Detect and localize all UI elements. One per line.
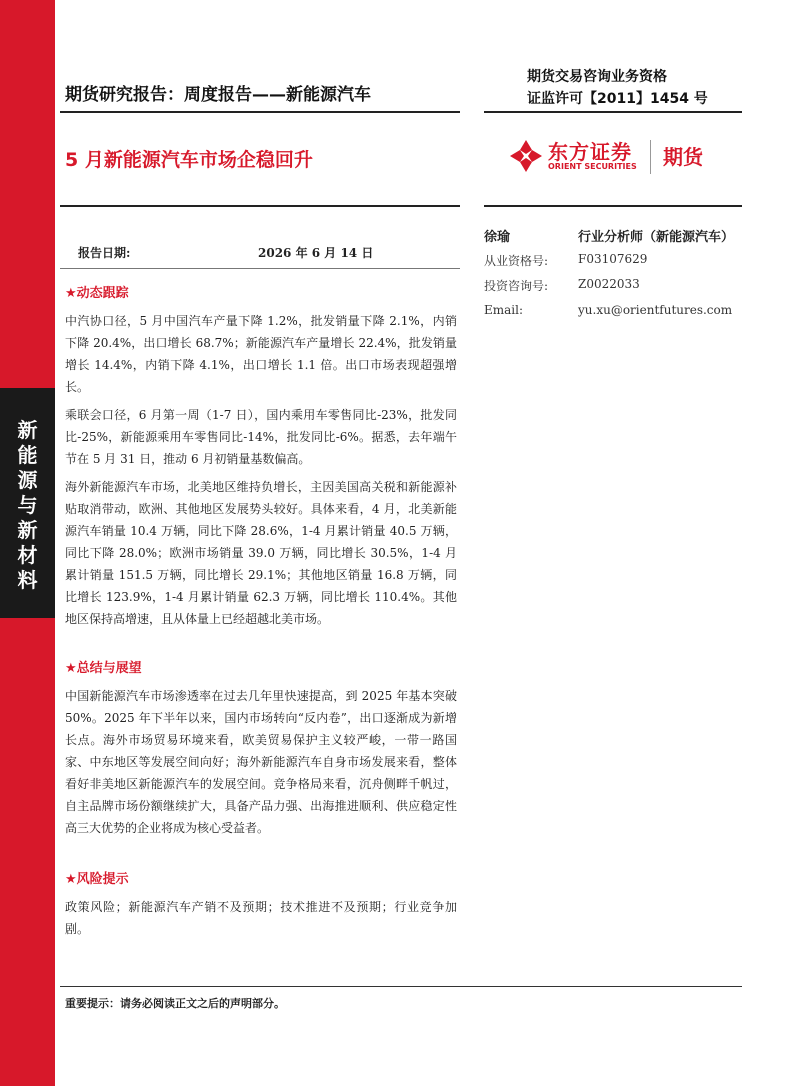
logo-name: 东方证券 bbox=[548, 140, 632, 164]
report-date-label: 报告日期: bbox=[78, 246, 131, 260]
tracking-paragraph-3 bbox=[65, 476, 457, 630]
header-rule-left bbox=[60, 111, 460, 113]
tracking-paragraph-2 bbox=[65, 404, 457, 470]
orient-logo-icon bbox=[508, 138, 544, 174]
side-char: 材 bbox=[17, 543, 38, 567]
footer-rule bbox=[60, 986, 742, 987]
report-type: 期货研究报告：周度报告——新能源汽车 bbox=[65, 85, 371, 105]
side-char: 能 bbox=[17, 443, 38, 467]
logo-separator bbox=[650, 140, 651, 174]
advisory-label: 投资咨询号: bbox=[484, 279, 549, 293]
logo-english: ORIENT SECURITIES bbox=[548, 162, 637, 171]
license-number: 证监许可【2011】1454 号 bbox=[527, 91, 708, 107]
paragraph-text: 乘联会口径，6 月第一周（1-7 日），国内乘用车零售同比-23%，批发同比-25%，新能源乘用车零售同比-14%，批发同比-6%。据悉，去年端午节在 5 月 31 日，推动 6 月初销量基数偏高。 bbox=[65, 408, 457, 466]
section-heading-outlook: ★总结与展望 bbox=[65, 661, 142, 676]
qualification: 期货交易咨询业务资格 bbox=[527, 69, 667, 85]
report-title: 5 月新能源汽车市场企稳回升 bbox=[65, 149, 313, 171]
title-rule-right bbox=[484, 205, 742, 207]
qualification-number: F03107629 bbox=[578, 252, 648, 266]
tracking-paragraph-1 bbox=[65, 310, 457, 398]
qualification-label: 从业资格号: bbox=[484, 254, 549, 268]
paragraph-text: 中国新能源汽车市场渗透率在过去几年里快速提高，到 2025 年基本突破 50%。2025 年下半年以来，国内市场转向“反内卷”，出口逐渐成为新增长点。海外市场贸易环境来看，欧美贸易保护主义较严峻，一带一路国家、中东地区等发展空间向好；海外新能源汽车自身市场发展来看，整体看好非美地区新能源汽车的发展空间。竞争格局来看，沉舟侧畔千帆过，自主品牌市场份额继续扩大，具备产品力强、出海推进顺利、供应稳定性高三大优势的企业将成为核心受益者。 bbox=[65, 689, 457, 835]
analyst-name: 徐瑜 bbox=[484, 230, 511, 245]
logo-division: 期货 bbox=[663, 145, 703, 169]
footer-notice: 重要提示：请务必阅读正文之后的声明部分。 bbox=[65, 997, 285, 1010]
paragraph-text: 海外新能源汽车市场，北美地区维持负增长，主因美国高关税和新能源补贴取消带动，欧洲、其他地区发展势头较好。具体来看，4 月，北美新能源汽车销量 10.4 万辆，同比下降 28.6%，1-4 月累计销量 40.5 万辆，同比下降 28.0%；欧洲市场销量 39.0 万辆，同比增长 30.5%，1-4 月累计销量 151.5 万辆，同比增长 29.1%；其他地区销量 16.8 万辆，同比增长 123.9%，1-4 月累计销量 62.3 万辆，同比增长 110.4%。其他地区保持高增速，且从体量上已经超越北美市场。 bbox=[65, 480, 457, 626]
section-heading-risk: ★风险提示 bbox=[65, 872, 129, 887]
side-char: 新 bbox=[17, 418, 38, 442]
section-heading-tracking: ★动态跟踪 bbox=[65, 286, 129, 301]
risk-paragraph bbox=[65, 896, 457, 940]
outlook-paragraph bbox=[65, 685, 457, 839]
sector-side-label bbox=[0, 388, 55, 618]
title-rule-left bbox=[60, 205, 460, 207]
paragraph-text: 政策风险；新能源汽车产销不及预期；技术推进不及预期；行业竞争加剧。 bbox=[65, 900, 457, 936]
analyst-role: 行业分析师（新能源汽车） bbox=[578, 230, 735, 245]
side-char: 新 bbox=[17, 518, 38, 542]
side-char: 料 bbox=[17, 568, 38, 592]
company-logo bbox=[508, 132, 738, 182]
advisory-number: Z0022033 bbox=[578, 277, 640, 291]
side-char: 与 bbox=[17, 493, 38, 517]
email-value[interactable]: yu.xu@orientfutures.com bbox=[578, 303, 733, 317]
header-rule-right bbox=[484, 111, 742, 113]
date-rule bbox=[60, 268, 460, 269]
side-char: 源 bbox=[17, 468, 38, 492]
report-date-value: 2026 年 6 月 14 日 bbox=[258, 246, 374, 260]
email-label: Email: bbox=[484, 303, 524, 317]
paragraph-text: 中汽协口径，5 月中国汽车产量下降 1.2%，批发销量下降 2.1%，内销下降 20.4%，出口增长 68.7%；新能源汽车产量增长 22.4%，批发销量增长 14.4%，内销下降 4.1%，出口增长 1.1 倍。出口市场表现超强增长。 bbox=[65, 314, 457, 394]
